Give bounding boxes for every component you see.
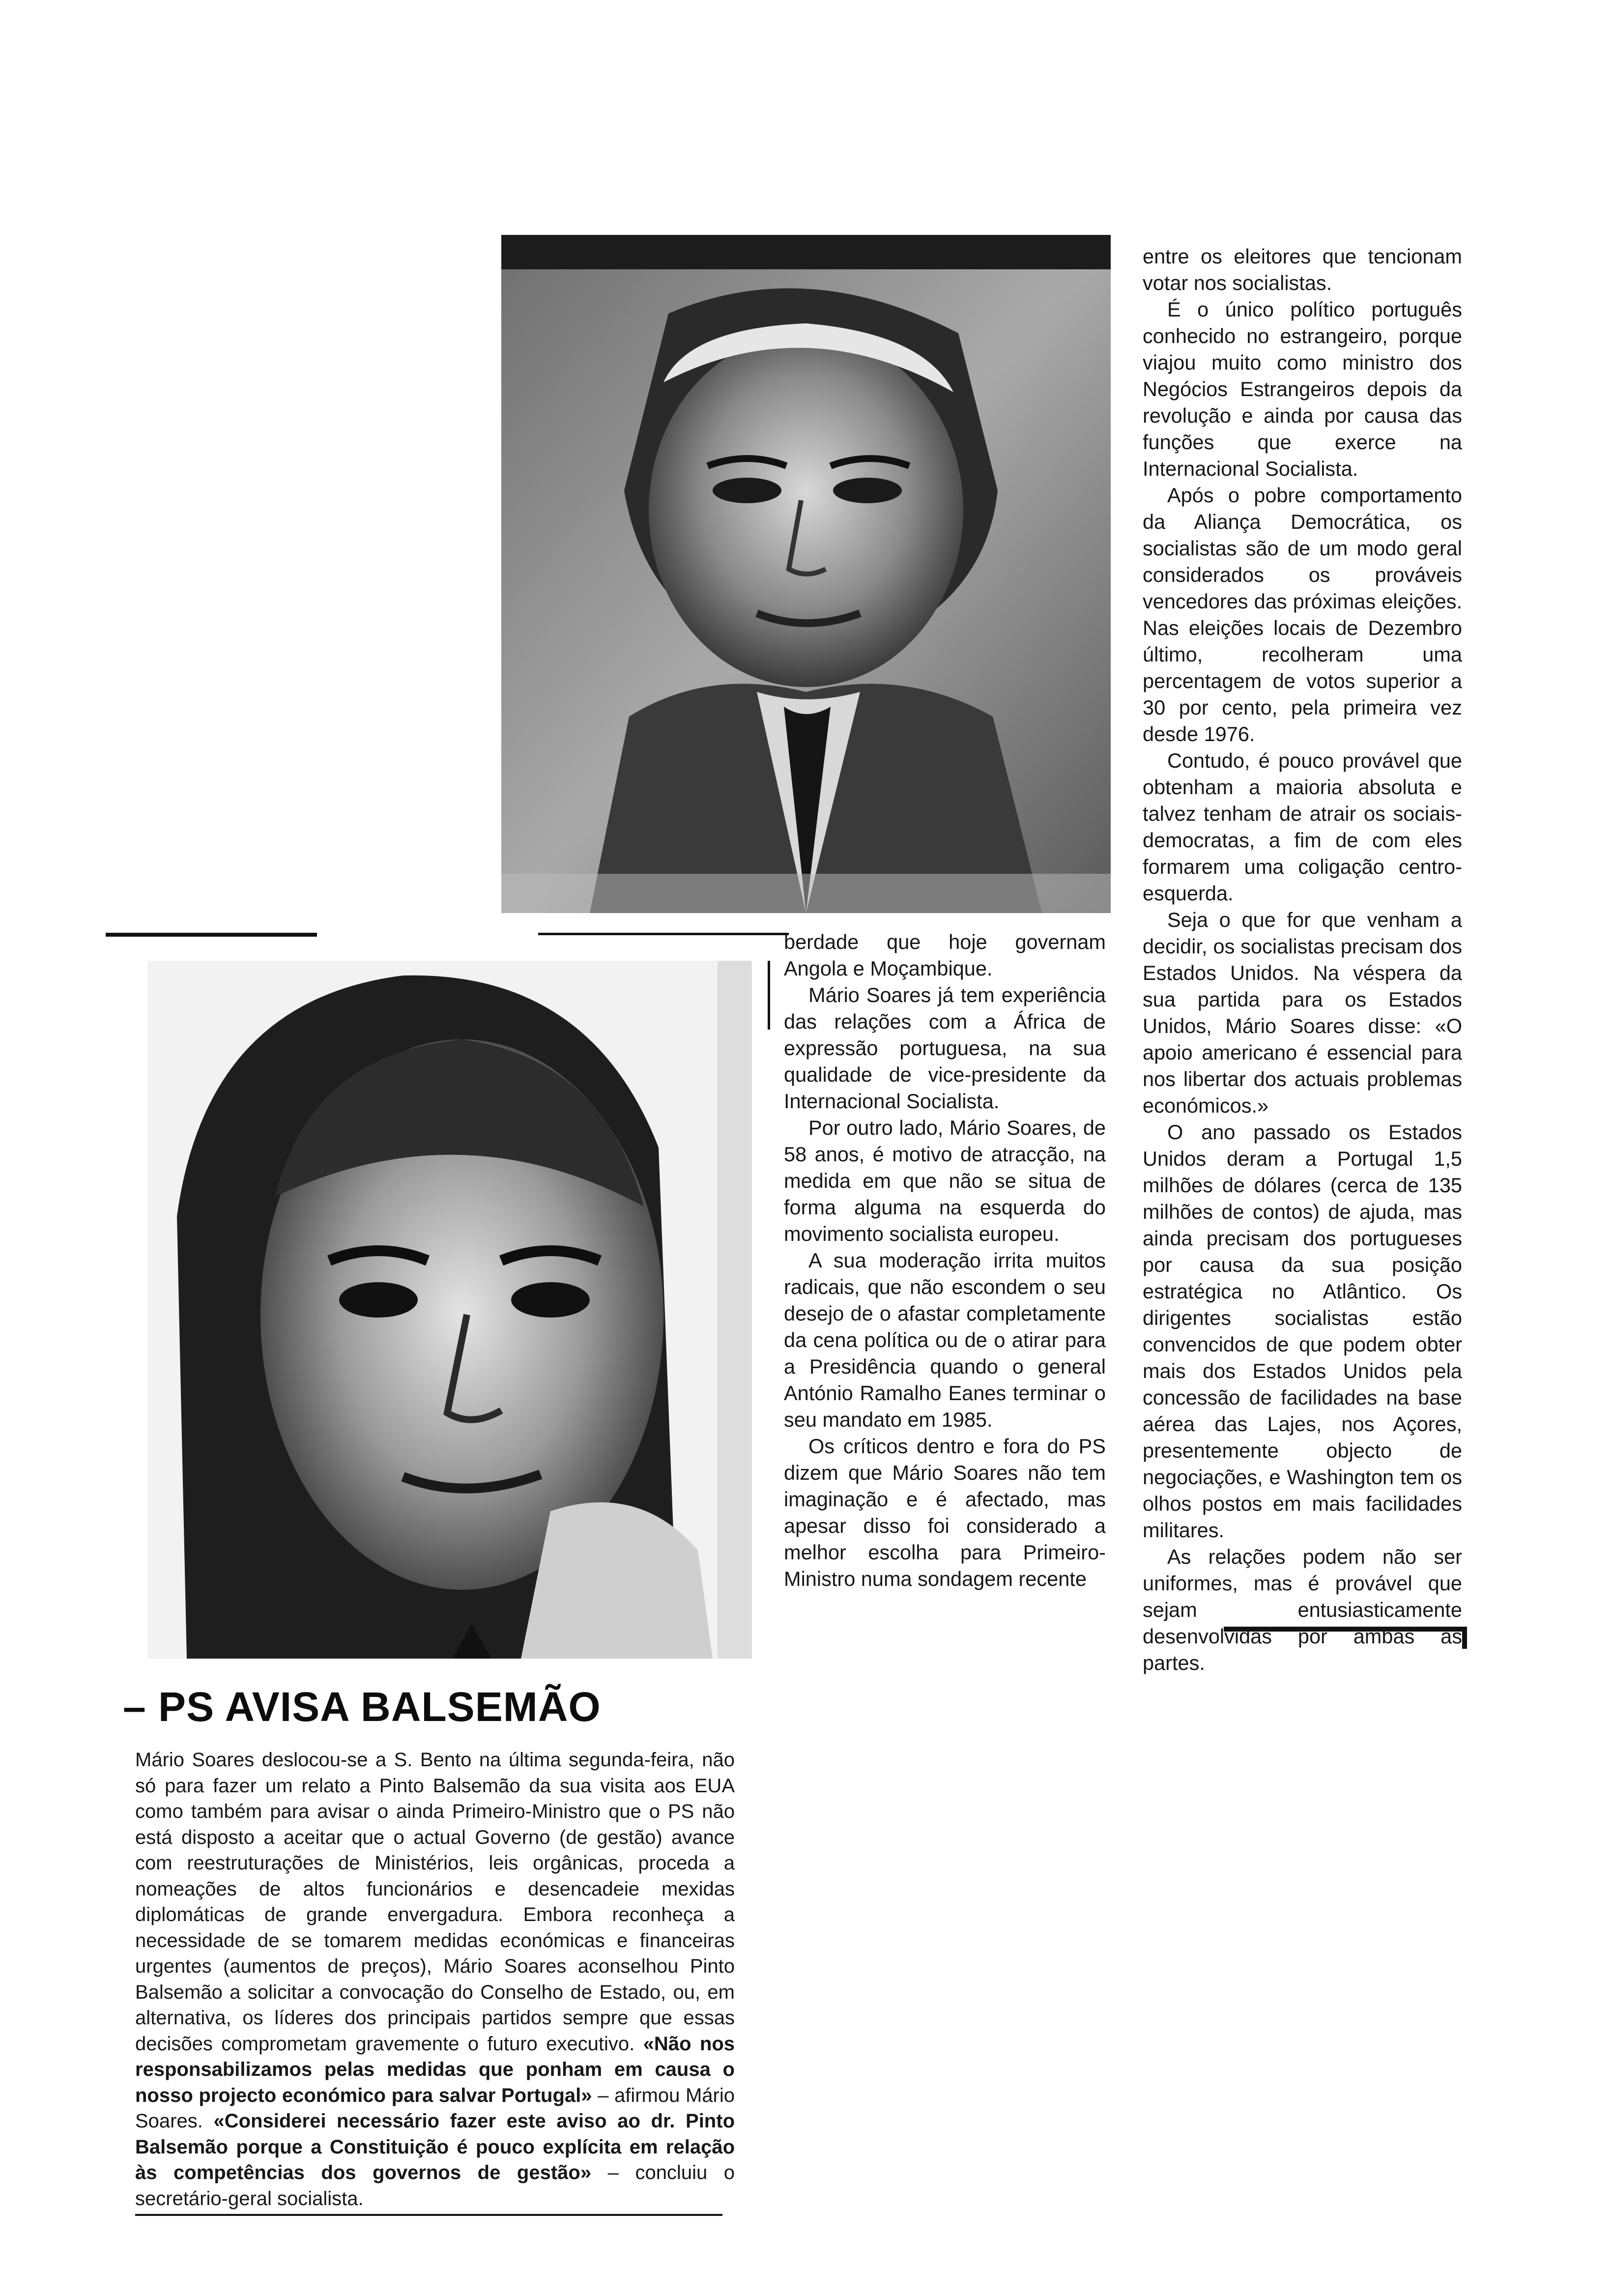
box-attribution-2: – concluiu o secretário-geral socialista. <box>135 2162 735 2210</box>
photo-mario-soares-top <box>501 235 1111 913</box>
paragraph: É o único político português conhecido no estrangeiro, porque viajou muito como ministro dos Negócios Estrangeiros depois da revolução e ainda por causa das funções que exerce na Internacional Socialista. <box>1143 298 1462 480</box>
rule-top-left <box>106 933 317 937</box>
paragraph: Mário Soares já tem experiência das relações com a África de expressão portuguesa, na sua qualidade de vice-presidente da Internacional Socialista. <box>784 983 1106 1113</box>
box-headline: – PS AVISA BALSEMÃO <box>123 1684 601 1730</box>
rule-top-middle <box>538 933 789 935</box>
article-column-middle <box>784 929 1106 1592</box>
box-attribution-1: – afirmou Mário Soares. <box>135 2084 735 2132</box>
paragraph: berdade que hoje governam Angola e Moçambique. <box>784 930 1106 980</box>
box-body <box>135 1747 735 2211</box>
paragraph: Seja o que for que venham a decidir, os socialistas precisam dos Estados Unidos. Na véspera da sua partida para os Estados Unidos, Mário Soares disse: «O apoio americano é essencial para nos libertar dos actuais problemas económicos.» <box>1143 908 1462 1117</box>
paragraph: Após o pobre comportamento da Aliança Democrática, os socialistas são de um modo geral considerados os prováveis vencedores das próximas eleições. Nas eleições locais de Dezembro último, recolheram uma percentagem de votos superior a 30 por cento, pela primeira vez desde 1976. <box>1143 484 1462 746</box>
rule-column-divider <box>768 961 770 1030</box>
paragraph: A sua moderação irrita muitos radicais, que não escondem o seu desejo de o afastar completamente da cena política ou de o atirar para a Presidência quando o general António Ramalho Eanes terminar o seu mandato em 1985. <box>784 1249 1106 1431</box>
article-column-right <box>1143 243 1462 1676</box>
paragraph: Por outro lado, Mário Soares, de 58 anos, é motivo de atracção, na medida em que não se situa de forma alguma na esquerda do movimento socialista europeu. <box>784 1116 1106 1245</box>
paragraph: As relações podem não ser uniformes, mas é provável que sejam entusiasticamente desenvolvidas por ambas as partes. <box>1143 1545 1462 1674</box>
paragraph: Os críticos dentro e fora do PS dizem que Mário Soares não tem imaginação e é afectado, mas apesar disso foi considerado a melhor escolha para Primeiro-Ministro numa sondagem recente <box>784 1435 1106 1590</box>
box-text: Mário Soares deslocou-se a S. Bento na última segunda-feira, não só para fazer um relato a Pinto Balsemão da sua visita aos EUA como também para avisar o ainda Primeiro-Ministro que o PS não está disposto a aceitar que o actual Governo (de gestão) avance com reestruturações de Ministérios, leis orgânicas, proceda a nomeações de altos funcionários e desencadeie mexidas diplomáticas de grande envergadura. Embora reconheça a necessidade de se tomarem medidas económicas e financeiras urgentes (aumentos de preços), Mário Soares aconselhou Pinto Balsemão a solicitar a convocação do Conselho de Estado, ou, em alternativa, os líderes dos principais partidos sempre que essas decisões comprometam gravemente o futuro executivo. <box>135 1749 735 2055</box>
box-quote-1: «Não nos responsabilizamos pelas medidas que ponham em causa o nosso projecto económico para salvar Portugal» <box>135 2033 735 2106</box>
box-quote-2: «Considerei necessário fazer este aviso ao dr. Pinto Balsemão porque a Constituição é pouco explícita em relação às competências dos governos de gestão» <box>135 2110 735 2183</box>
rule-bottom <box>135 2214 722 2216</box>
box-paragraph <box>135 1747 735 2211</box>
photo-mario-soares-bottom <box>147 961 752 1659</box>
paragraph: entre os eleitores que tencionam votar nos socialistas. <box>1143 245 1462 294</box>
paragraph: Contudo, é pouco provável que obtenham a maioria absoluta e talvez tenham de atrair os sociais-democratas, a fim de com eles formarem uma coligação centro-esquerda. <box>1143 749 1462 905</box>
paragraph: O ano passado os Estados Unidos deram a Portugal 1,5 milhões de dólares (cerca de 135 milhões de contos) de ajuda, mas ainda precisam dos portugueses por causa da sua posição estratégica no Atlântico. Os dirigentes socialistas estão convencidos de que podem obter mais dos Estados Unidos pela concessão de facilidades na base aérea das Lajes, nos Açores, presentemente objecto de negociações, e Washington tem os olhos postos em mais facilidades militares. <box>1143 1120 1462 1542</box>
rule-end-right-tick <box>1462 1627 1467 1649</box>
